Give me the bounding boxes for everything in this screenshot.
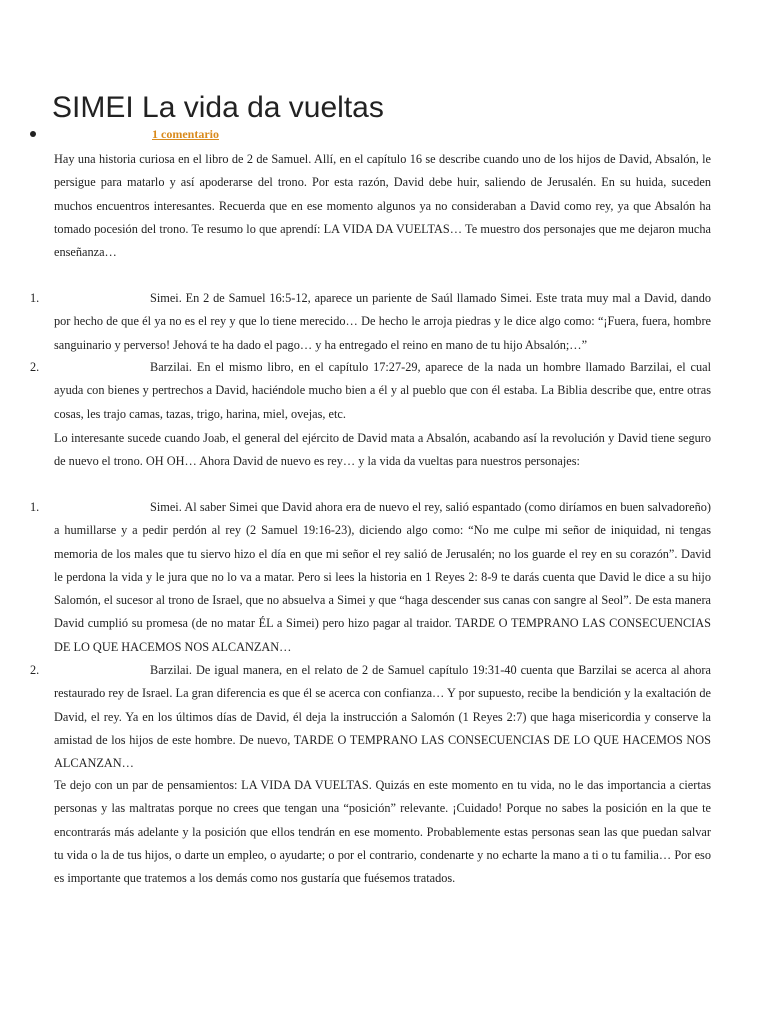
list-number: 2. xyxy=(30,360,40,374)
bullet-dot xyxy=(30,131,36,137)
list-number: 1. xyxy=(30,500,40,514)
list-number: 1. xyxy=(30,291,40,305)
list-item-text: Barzilai. De igual manera, en el relato de 2 de Samuel capítulo 19:31-40 cuenta que Barzilai se acerca al ahora restaurado rey de Israel. La gran diferencia es que él se acerca con confianza… Y por supuesto, recibe la bendición y la exaltación de David, el rey. Ya en los últimos días de David, él deja la instrucción a Salomón (1 Reyes 2:7) que haga misericordia y conserve la amistad de los hijos de este hombre. De nuevo, TARDE O TEMPRANO LAS CONSECUENCIAS DE LO QUE HACEMOS NOS ALCANZAN… xyxy=(54,663,711,771)
intro-paragraph: Hay una historia curiosa en el libro de 2 de Samuel. Allí, en el capítulo 16 se describe cuando uno de los hijos de David, Absalón, le persigue para matarlo y así apoderarse del trono. Por esta razón, David debe huir, saliendo de Jerusalén. En su huida, suceden muchos encuentros interesantes. Recuerda que en ese momento algunos ya no consideraban a David como rey, ya que Absalón ha tomado pocesión del trono. Te resumo lo que aprendí: LA VIDA DA VUELTAS… Te muestro dos personajes que me dejaron mucha enseñanza… xyxy=(54,152,711,260)
list-item xyxy=(30,659,711,775)
comment-count-link[interactable]: 1 comentario xyxy=(152,127,219,141)
list-item xyxy=(30,287,711,357)
list-item xyxy=(30,356,711,426)
list-item-text: Barzilai. En el mismo libro, en el capítulo 17:27-29, aparece de la nada un hombre llamado Barzilai, el cual ayuda con bienes y pertrechos a David, haciéndole mucho bien a él y al pueblo que con él estaba. La Biblia describe que, entre otras cosas, les trajo camas, tazas, trigo, harina, miel, ovejas, etc. xyxy=(54,360,711,421)
page-title: SIMEI La vida da vueltas xyxy=(52,91,384,124)
list-number: 2. xyxy=(30,663,40,677)
list-item-text: Simei. En 2 de Samuel 16:5-12, aparece un pariente de Saúl llamado Simei. Este trata muy mal a David, dando por hecho de que él ya no es el rey y que lo tiene merecido… De hecho le arroja piedras y le dice algo como: “¡Fuera, fuera, hombre sanguinario y perverso! Jehová te ha dado el pago… y ha entregado el reino en mano de tu hijo Absalón;…” xyxy=(54,291,711,352)
list-item xyxy=(30,496,711,659)
middle-paragraph: Lo interesante sucede cuando Joab, el general del ejército de David mata a Absalón, acabando así la revolución y David tiene seguro de nuevo el trono. OH OH… Ahora David de nuevo es rey… y la vida da vueltas para nuestros personajes: xyxy=(54,431,711,469)
conclusion-paragraph: Te dejo con un par de pensamientos: LA VIDA DA VUELTAS. Quizás en este momento en tu vida, no le das importancia a ciertas personas y las maltratas porque no crees que tengan una “posición” relevante. ¡Cuidado! Porque no sabes la posición en la que te encontrarás más adelante y la posición que ellos tendrán en ese momento. Probablemente estas personas sean las que puedan salvar tu vida o la de tus hijos, o darte un empleo, o ayudarte; o por el contrario, condenarte y no echarte la mano a ti o tu familia… Por eso es importante que tratemos a los demás como nos gustaría que fuésemos tratados. xyxy=(54,778,711,886)
list-item-text: Simei. Al saber Simei que David ahora era de nuevo el rey, salió espantado (como diríamos en buen salvadoreño) a humillarse y a pedir perdón al rey (2 Samuel 19:16-23), diciendo algo como: “No me culpe mi señor de iniquidad, ni tengas memoria de los males que tu siervo hizo el día en que mi señor el rey salió de Jerusalén; no los guarde el rey en su corazón”. David le perdona la vida y le jura que no lo va a matar. Pero si lees la historia en 1 Reyes 2: 8-9 te darás cuenta que David le dice a su hijo Salomón, el sucesor al trono de Israel, que no absuelva a Simei y que “haga descender sus canas con sangre al Seol”. De esta manera David cumplió su promesa (de no matar ÉL a Simei) pero hizo pagar al traidor. TARDE O TEMPRANO LAS CONSECUENCIAS DE LO QUE HACEMOS NOS ALCANZAN… xyxy=(54,500,711,654)
